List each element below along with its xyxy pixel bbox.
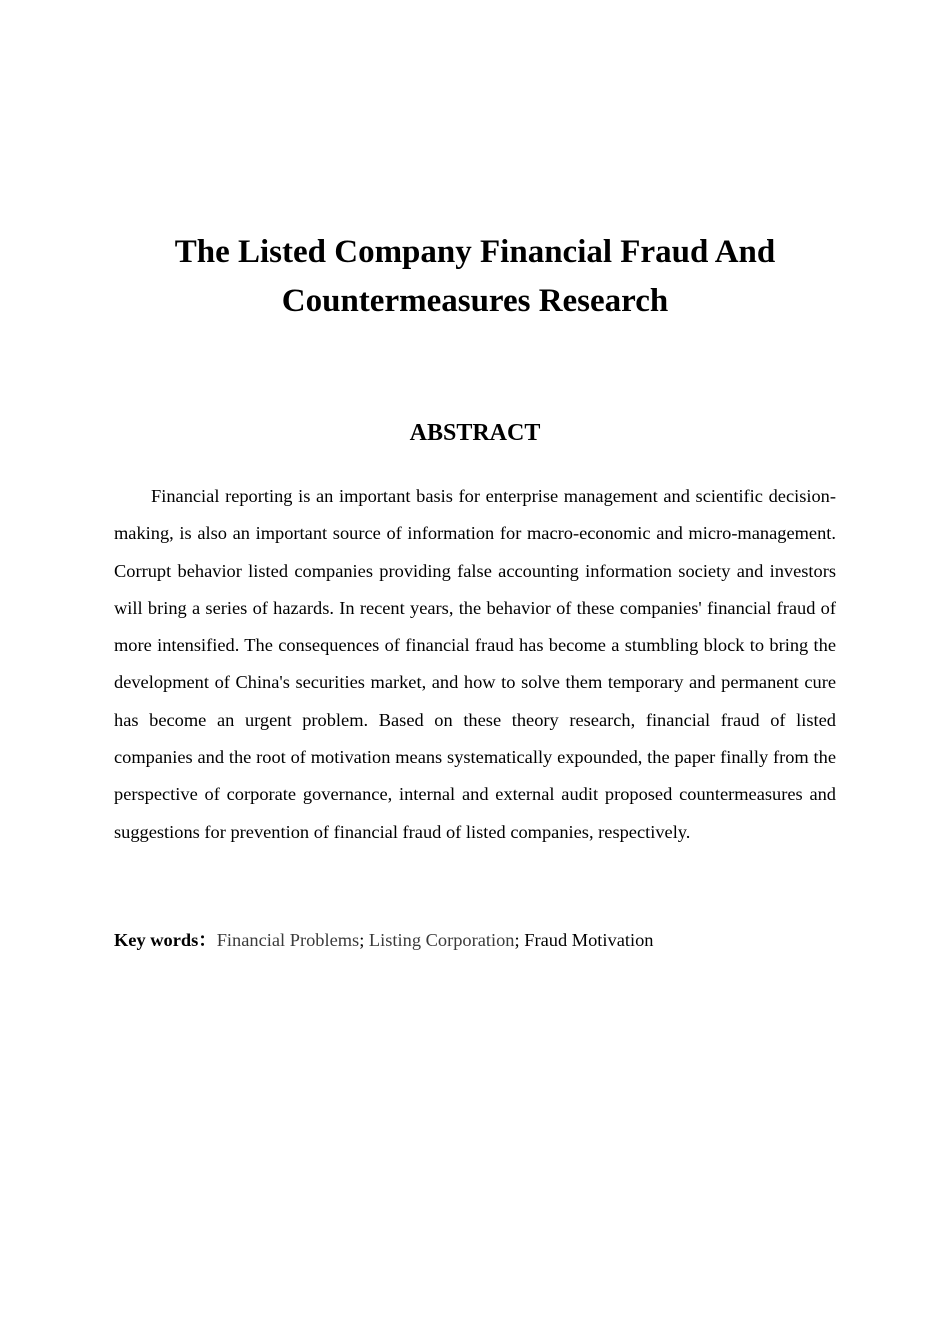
keyword-2: Listing Corporation [368, 930, 515, 950]
keyword-1: Financial Problems [216, 930, 360, 950]
abstract-paragraph: Financial reporting is an important basis for enterprise management and scientific decision-making, is also an important source of information for macro-economic and micro-management. Corrupt behavior listed companies providing false accounting information society and investors will bring a series of hazards. In recent years, the behavior of these companies' financial fraud of more intensified. The consequences of financial fraud has become a stumbling block to bring the development of China's securities market, and how to solve them temporary and permanent cure has become an urgent problem. Based on these theory research, financial fraud of listed companies and the root of motivation means systematically expounded, the paper finally from the perspective of corporate governance, internal and external audit proposed countermeasures and suggestions for prevention of financial fraud of listed companies, respectively. [114, 486, 836, 842]
keyword-separator-1: ; [359, 930, 369, 950]
document-title [114, 228, 836, 326]
title-line-1: The Listed Company Financial Fraud And [174, 234, 776, 270]
keywords-line [114, 924, 836, 956]
keywords-label: Key words： [114, 930, 217, 950]
keyword-3: Fraud Motivation [524, 930, 654, 950]
abstract-heading: ABSTRACT [409, 420, 541, 446]
title-line-2: Countermeasures Research [281, 283, 669, 319]
keyword-separator-2: ; [514, 930, 525, 950]
